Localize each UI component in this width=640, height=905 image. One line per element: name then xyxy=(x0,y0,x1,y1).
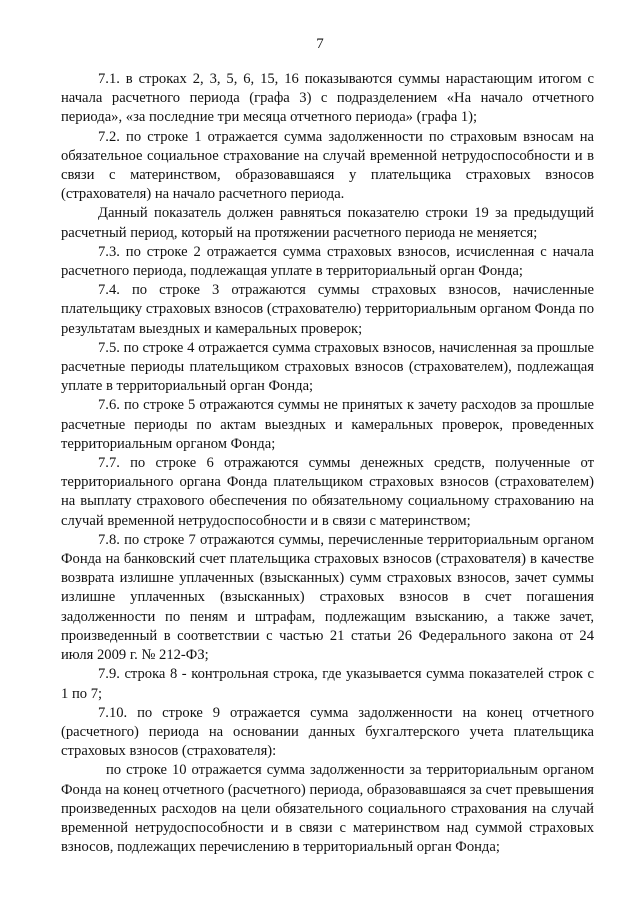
paragraph-7-2-note: Данный показатель должен равняться показателю строки 19 за предыдущий расчетный период, который на протяжении расчетного периода не меняется; xyxy=(61,205,594,241)
paragraph-7-10: 7.10. по строке 9 отражается сумма задолженности на конец отчетного (расчетного) периода на основании данных бухгалтерского учета плательщика страховых взносов (страхователя): xyxy=(61,704,594,760)
paragraph-7-8: 7.8. по строке 7 отражаются суммы, перечисленные территориальным органом Фонда на банковский счет плательщика страховых взносов (страхователя) в качестве возврата излишне уплаченных (взысканных) сумм страховых взносов, зачет суммы излишне уплаченных (взысканных) страховых взносов в счет погашения задолженности по пеням и штрафам, подлежащим взысканию, а также зачет, произведенный в соответствии с частью 21 статьи 26 Федерального закона от 24 июля 2009 г. № 212-ФЗ; xyxy=(61,531,594,664)
paragraph-line-10: по строке 10 отражается сумма задолженности за территориальным органом Фонда на конец отчетного (расчетного) периода, образовавшаяся за счет превышения произведенных расходов на цели обязательного социального страхования на случай временной нетрудоспособности и в связи с материнством над суммой страховых взносов, подлежащих перечислению в территориальный орган Фонда; xyxy=(61,762,594,856)
paragraph-7-6: 7.6. по строке 5 отражаются суммы не принятых к зачету расходов за прошлые расчетные периоды по актам выездных и камеральных проверок, проведенных территориальным органом Фонда; xyxy=(61,397,594,452)
paragraph-7-2: 7.2. по строке 1 отражается сумма задолженности по страховым взносам на обязательное социальное страхование на случай временной нетрудоспособности и в связи с материнством, образовавшаяся у плательщика страховых взносов (страхователя) на начало расчетного периода. xyxy=(61,128,594,203)
paragraph-7-4: 7.4. по строке 3 отражаются суммы страховых взносов, начисленные плательщику страховых взносов (страхователю) территориальным органом Фонда по результатам выездных и камеральных проверок; xyxy=(61,282,594,337)
paragraph-7-7: 7.7. по строке 6 отражаются суммы денежных средств, полученные от территориального органа Фонда плательщиком страховых взносов (страхователем) на выплату страхового обеспечения по обязательному социальному страхованию на случай временной нетрудоспособности и в связи с материнством; xyxy=(61,455,594,529)
document-body xyxy=(61,70,594,857)
paragraph-7-5: 7.5. по строке 4 отражается сумма страховых взносов, начисленная за прошлые расчетные периоды плательщиком страховых взносов (страхователем), подлежащая уплате в территориальный орган Фонда; xyxy=(61,339,594,395)
paragraph-7-3: 7.3. по строке 2 отражается сумма страховых взносов, исчисленная с начала расчетного периода, подлежащая уплате в территориальный орган Фонда; xyxy=(61,243,594,280)
paragraph-7-1: 7.1. в строках 2, 3, 5, 6, 15, 16 показываются суммы нарастающим итогом с начала расчетного периода (графа 3) с подразделением «На начало отчетного периода», «за последние три месяца отчетного периода» (графа 1); xyxy=(61,71,594,126)
paragraph-7-9: 7.9. строка 8 - контрольная строка, где указывается сумма показателей строк с 1 по 7; xyxy=(61,666,594,702)
page-number: 7 xyxy=(316,36,324,52)
